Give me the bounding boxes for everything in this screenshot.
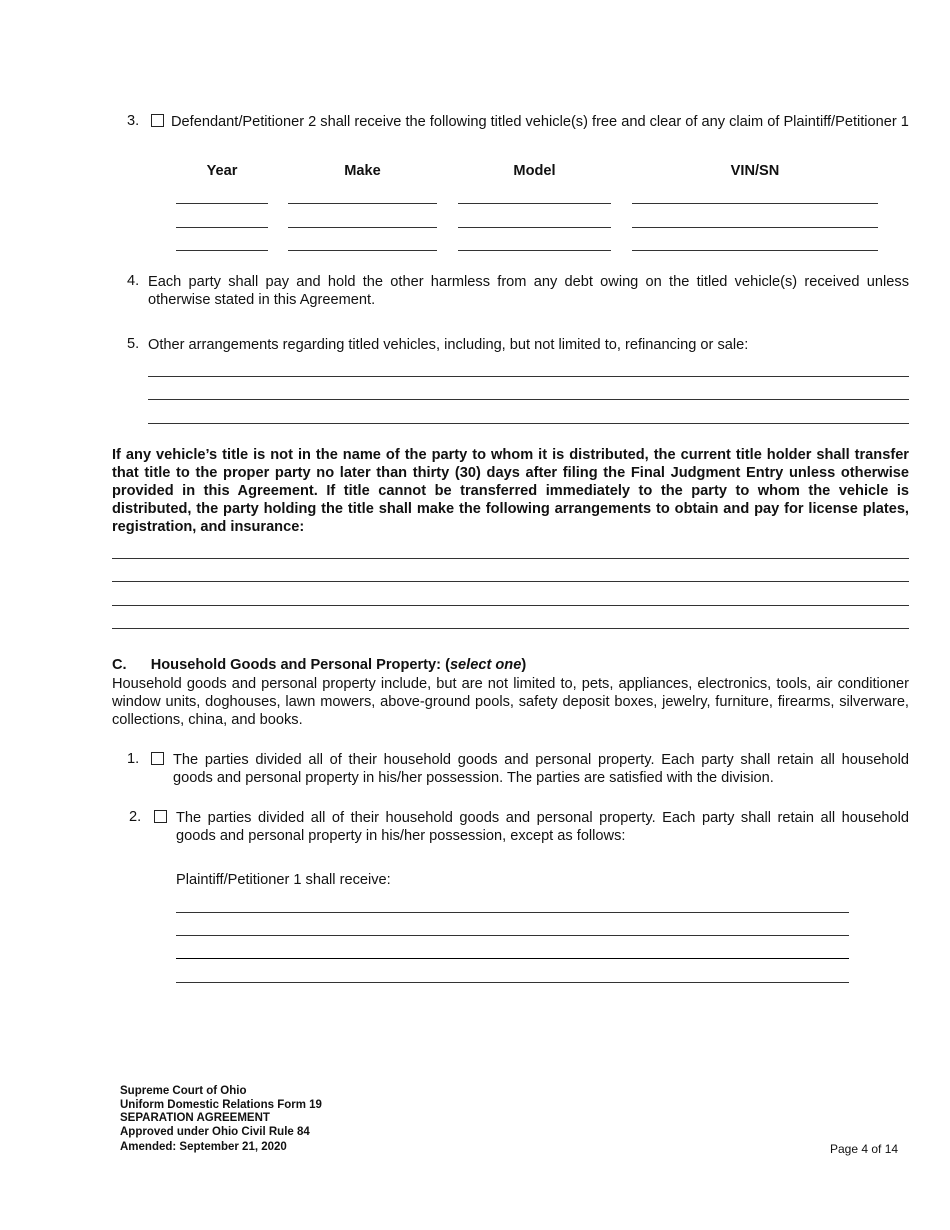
item-3-number: 3.	[127, 113, 140, 129]
item-5-line[interactable]	[148, 376, 909, 377]
item-5-number: 5.	[127, 336, 140, 352]
section-c-close: )	[521, 657, 527, 673]
model-field[interactable]	[458, 227, 611, 228]
footer-title: SEPARATION AGREEMENT	[120, 1112, 270, 1125]
section-c-heading	[112, 657, 526, 673]
plaintiff-receive-label: Plaintiff/Petitioner 1 shall receive:	[176, 872, 391, 888]
section-c-select-hint: select one	[449, 657, 522, 673]
model-field[interactable]	[458, 203, 611, 204]
footer-form: Uniform Domestic Relations Form 19	[120, 1098, 322, 1111]
footer-amended: Amended: September 21, 2020	[120, 1141, 287, 1154]
plaintiff-receive-line[interactable]	[176, 982, 849, 983]
section-c-title: Household Goods and Personal Property: (	[150, 657, 450, 673]
option-1-text	[173, 751, 909, 787]
option-2-number: 2.	[129, 809, 142, 825]
header-make: Make	[344, 163, 381, 179]
option-2-text	[176, 809, 909, 845]
header-year: Year	[206, 163, 238, 179]
footer-rule: Approved under Ohio Civil Rule 84	[120, 1125, 310, 1138]
footer-block	[120, 1085, 322, 1155]
item-4-number: 4.	[127, 273, 140, 289]
make-field[interactable]	[288, 250, 437, 251]
title-transfer-paragraph: If any vehicle’s title is not in the name of the party to whom it is distributed, the current title holder shall transfer that title to the proper party no later than thirty (30) days after filing the Final Judgment Entry unless otherwise provided in this Agreement. If title cannot be transferred immediately to the party to whom the vehicle is distributed, the party holding the title shall make the following arrangements to obtain and pay for license plates, registration, and insurance:	[112, 447, 909, 535]
plaintiff-receive-line[interactable]	[176, 935, 849, 936]
section-c-letter: C.	[112, 657, 127, 673]
option-2-label: The parties divided all of their household goods and personal property. Each party shall retain all household goods and personal property in his/her possession, except as follows:	[176, 810, 909, 844]
item-5-text: Other arrangements regarding titled vehicles, including, but not limited to, refinancing or sale:	[148, 337, 749, 353]
year-field[interactable]	[176, 203, 268, 204]
vin-field[interactable]	[632, 250, 878, 251]
item-5-line[interactable]	[148, 423, 909, 424]
vin-field[interactable]	[632, 227, 878, 228]
arrangements-line[interactable]	[112, 605, 909, 606]
year-field[interactable]	[176, 250, 268, 251]
plaintiff-receive-line[interactable]	[176, 958, 849, 959]
header-vin: VIN/SN	[730, 163, 780, 179]
section-c-intro: Household goods and personal property include, but are not limited to, pets, appliances, electronics, tools, air conditioner window units, doghouses, lawn mowers, above-ground pools, safety deposit boxes, jewelry, furniture, firearms, silverware, collections, china, and books.	[112, 676, 909, 728]
option-1-checkbox[interactable]	[151, 752, 164, 765]
arrangements-line[interactable]	[112, 628, 909, 629]
arrangements-line[interactable]	[112, 558, 909, 559]
page-number: Page 4 of 14	[830, 1142, 899, 1156]
year-field[interactable]	[176, 227, 268, 228]
make-field[interactable]	[288, 227, 437, 228]
item-3-checkbox[interactable]	[151, 114, 164, 127]
option-2-checkbox[interactable]	[154, 810, 167, 823]
option-1-label: The parties divided all of their household goods and personal property. Each party shall retain all household goods and personal property in his/her possession. The parties are satisfied with the division.	[173, 752, 909, 786]
arrangements-line[interactable]	[112, 581, 909, 582]
item-3-text: Defendant/Petitioner 2 shall receive the following titled vehicle(s) free and clear of any claim of Plaintiff/Petitioner 1	[171, 114, 909, 130]
item-4-text: Each party shall pay and hold the other harmless from any debt owing on the titled vehicle(s) received unless otherwise stated in this Agreement.	[148, 274, 909, 308]
item-5-line[interactable]	[148, 399, 909, 400]
make-field[interactable]	[288, 203, 437, 204]
plaintiff-receive-line[interactable]	[176, 912, 849, 913]
vin-field[interactable]	[632, 203, 878, 204]
footer-court: Supreme Court of Ohio	[120, 1085, 247, 1097]
option-1-number: 1.	[127, 751, 140, 767]
model-field[interactable]	[458, 250, 611, 251]
header-model: Model	[513, 163, 556, 179]
